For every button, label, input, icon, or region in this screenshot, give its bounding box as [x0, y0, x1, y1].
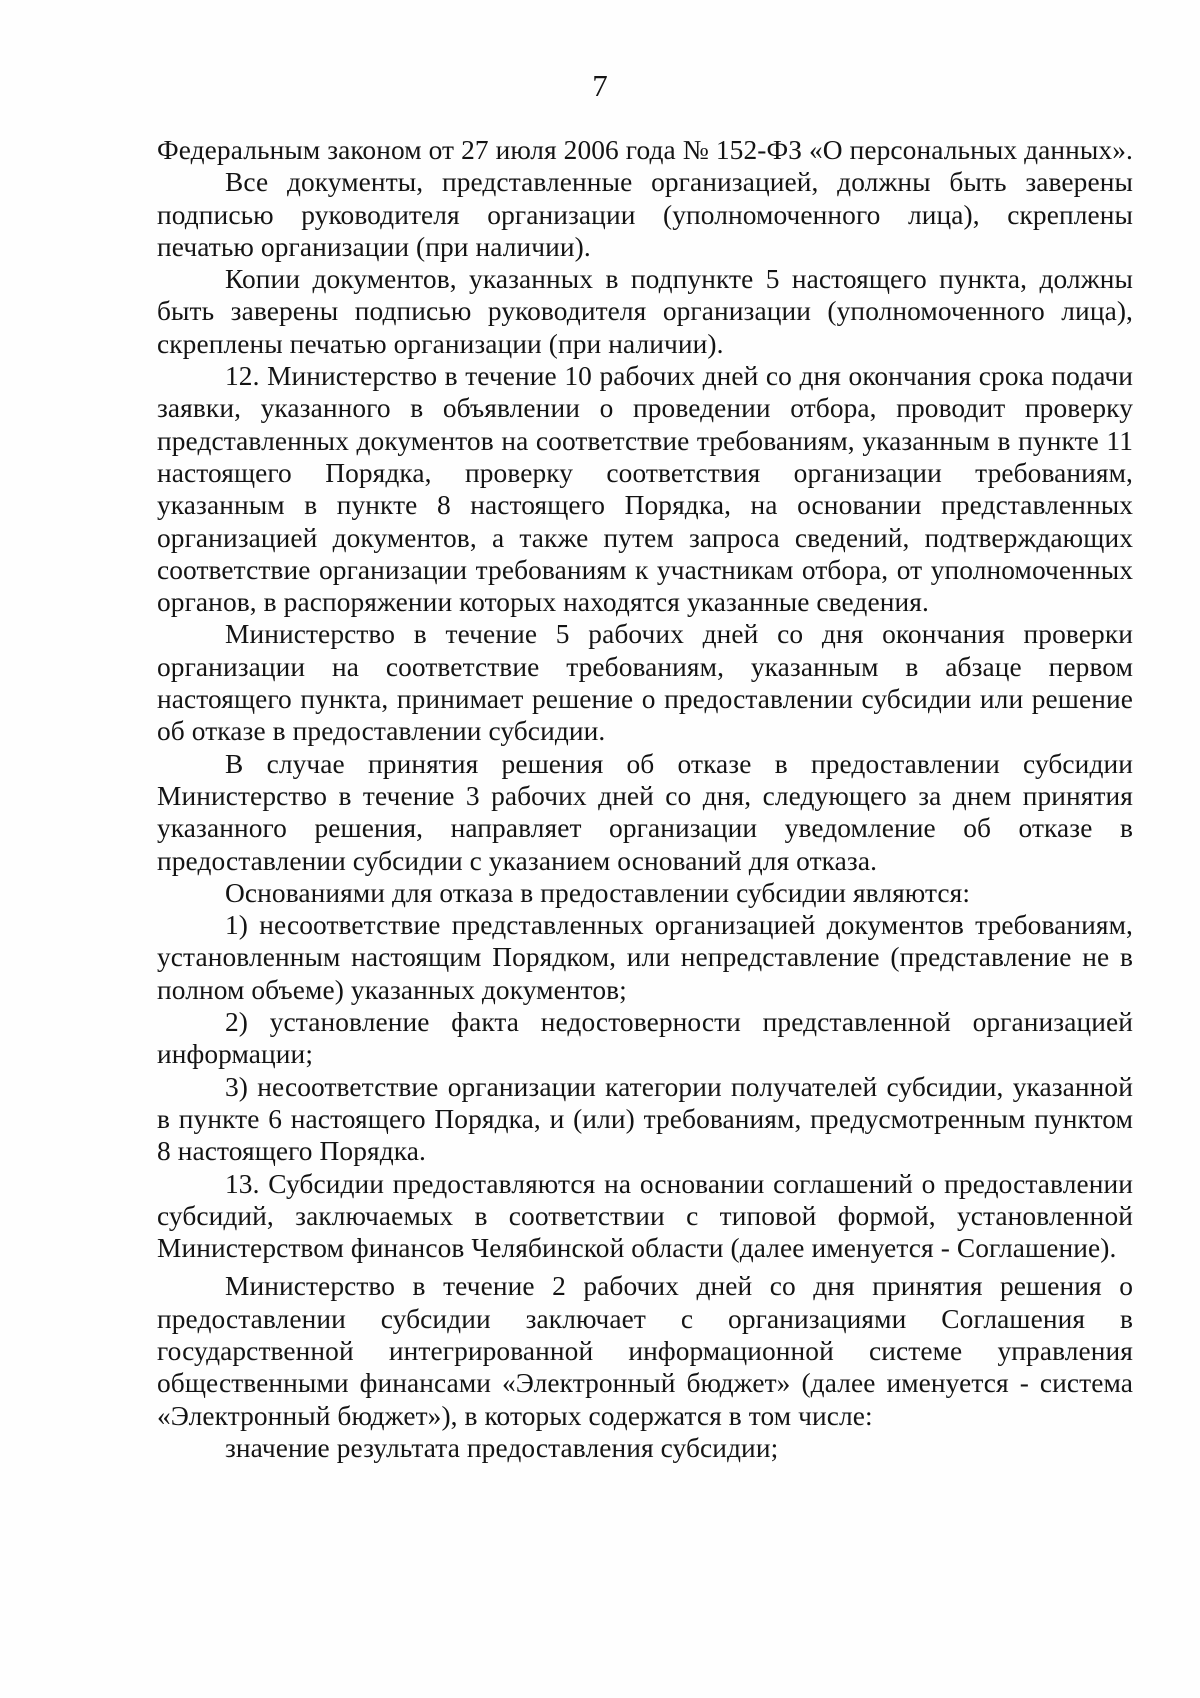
document-body [157, 134, 1133, 1464]
page-number: 7 [592, 68, 608, 103]
paragraph-documents-certified: Все документы, представленные организацией, должны быть заверены подписью руководителя организации (уполномоченного лица), скреплены печатью организации (при наличии). [157, 167, 1133, 262]
paragraph-agreement: Министерство в течение 2 рабочих дней со дня принятия решения о предоставлении субсидии заключает с организациями Соглашения в государственной интегрированной информационной системе управления общественными финансами «Электронный бюджет» (далее именуется - система «Электронный бюджет»), в которых содержатся в том числе: [157, 1271, 1133, 1431]
paragraph-item-12: 12. Министерство в течение 10 рабочих дней со дня окончания срока подачи заявки, указанного в объявлении о проведении отбора, проводит проверку представленных документов на соответствие требованиям, указанным в пункте 11 настоящего Порядка, проверку соответствия организации требованиям, указанным в пункте 8 настоящего Порядка, на основании представленных организацией документов, а также путем запроса сведений, подтверждающих соответствие организации требованиям к участникам отбора, от уполномоченных органов, в распоряжении которых находятся указанные сведения. [157, 361, 1133, 618]
paragraph-refusal-notice: В случае принятия решения об отказе в предоставлении субсидии Министерство в течение 3 рабочих дней со дня, следующего за днем принятия указанного решения, направляет организации уведомление об отказе в предоставлении субсидии с указанием оснований для отказа. [157, 748, 1133, 876]
paragraph-item-13: 13. Субсидии предоставляются на основании соглашений о предоставлении субсидий, заключаемых в соответствии с типовой формой, установленной Министерством финансов Челябинской области (далее именуется - Соглашение). [157, 1168, 1133, 1264]
list-item-1: 1) несоответствие представленных организацией документов требованиям, установленным настоящим Порядком, или непредставление (представление не в полном объеме) указанных документов; [157, 910, 1133, 1005]
list-item-3: 3) несоответствие организации категории получателей субсидии, указанной в пункте 6 настоящего Порядка, и (или) требованиям, предусмотренным пунктом 8 настоящего Порядка. [157, 1071, 1133, 1167]
paragraph-decision: Министерство в течение 5 рабочих дней со дня окончания проверки организации на соответствие требованиям, указанным в абзаце первом настоящего пункта, принимает решение о предоставлении субсидии или решение об отказе в предоставлении субсидии. [157, 619, 1133, 747]
list-item-2: 2) установление факта недостоверности представленной организацией информации; [157, 1007, 1133, 1070]
paragraph-refusal-grounds: Основаниями для отказа в предоставлении субсидии являются: [225, 877, 971, 908]
paragraph-copies-certified: Копии документов, указанных в подпункте 5 настоящего пункта, должны быть заверены подписью руководителя организации (уполномоченного лица), скреплены печатью организации (при наличии). [157, 264, 1133, 359]
paragraph-law-reference: Федеральным законом от 27 июля 2006 года № 152-ФЗ «О персональных данных». [157, 135, 1133, 165]
paragraph-result-value: значение результата предоставления субсидии; [225, 1432, 779, 1463]
